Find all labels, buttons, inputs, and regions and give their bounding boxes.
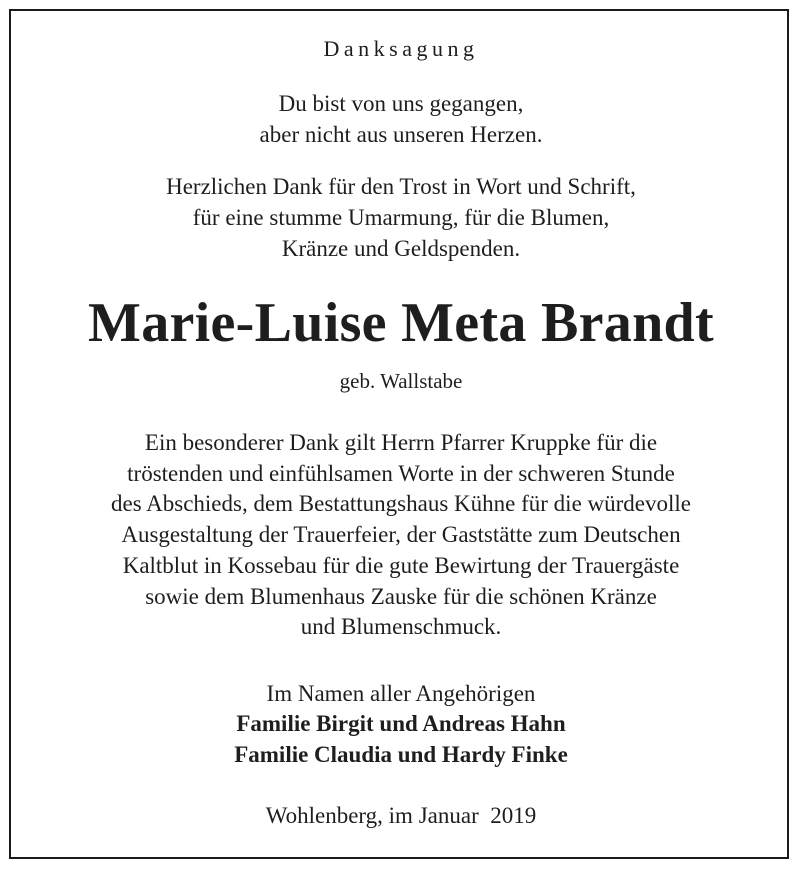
thanks-line: Herzlichen Dank für den Trost in Wort und Schrift, [166, 174, 636, 199]
place-date: Wohlenberg, im Januar 2019 [265, 803, 537, 828]
thanks-paragraph [11, 171, 791, 264]
notice-heading: Danksagung [323, 36, 479, 61]
special-thanks-line: Ein besonderer Dank gilt Herrn Pfarrer Kruppke für die [144, 430, 658, 455]
motto [11, 88, 791, 150]
special-thanks-line: Ausgestaltung der Trauerfeier, der Gaststätte zum Deutschen [121, 522, 681, 548]
special-thanks-line: und Blumenschmuck. [300, 614, 502, 640]
signature-intro: Im Namen aller Angehörigen [266, 681, 536, 706]
special-thanks-line: tröstenden und einfühlsamen Worte in der schweren Stunde [127, 460, 675, 486]
deceased-name: Marie-Luise Meta Brandt [88, 292, 714, 354]
motto-line: Du bist von uns gegangen, [278, 91, 524, 116]
thanks-line: für eine stumme Umarmung, für die Blumen, [192, 205, 610, 230]
family-name: Familie Claudia und Hardy Finke [234, 742, 568, 767]
special-thanks-line: des Abschieds, dem Bestattungshaus Kühne für die würdevolle [111, 491, 691, 517]
family-name: Familie Birgit und Andreas Hahn [236, 711, 566, 736]
thanks-line: Kränze und Geldspenden. [281, 236, 521, 261]
birth-name: geb. Wallstabe [339, 369, 463, 393]
special-thanks-paragraph [11, 428, 791, 643]
notice-frame [9, 9, 789, 859]
special-thanks-line: Kaltblut in Kossebau für die gute Bewirtung der Trauergäste [122, 552, 680, 578]
special-thanks-line: sowie dem Blumenhaus Zauske für die schönen Kränze [145, 583, 657, 609]
motto-line: aber nicht aus unseren Herzen. [259, 122, 543, 147]
